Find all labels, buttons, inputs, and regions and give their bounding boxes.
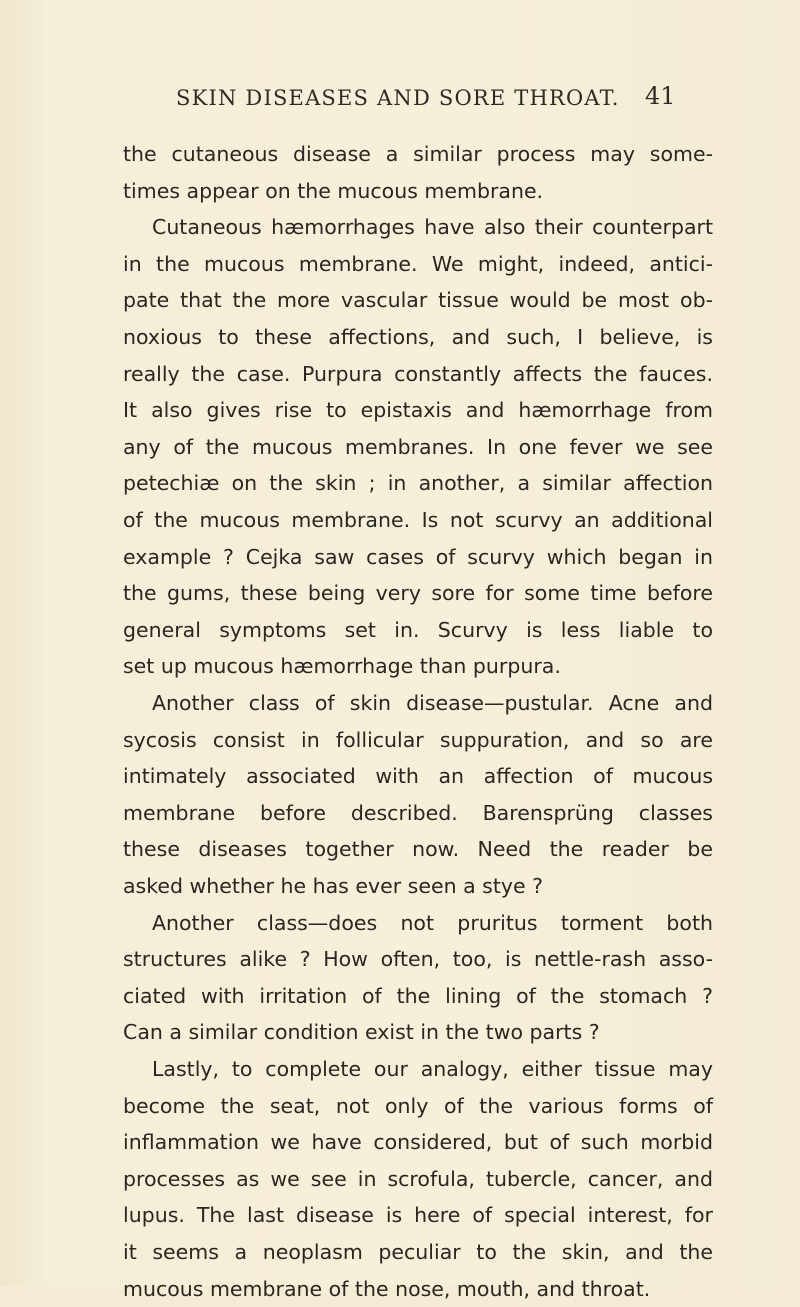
text-line: times appear on the mucous membrane. bbox=[123, 178, 544, 203]
text-line: these diseases together now. Need the reader be bbox=[123, 837, 713, 862]
text-line: lupus. The last disease is here of special interest, for bbox=[123, 1203, 713, 1228]
text-line: processes as we see in scrofula, tubercle, cancer, and bbox=[123, 1166, 713, 1191]
running-head: SKIN DISEASES AND SORE THROAT. bbox=[176, 86, 620, 110]
page-header bbox=[0, 82, 800, 118]
text-line: Cutaneous hæmorrhages have also their counterpart bbox=[152, 215, 713, 240]
text-line: the gums, these being very sore for some time before bbox=[123, 581, 713, 606]
text-line: membrane before described. Barensprüng classes bbox=[123, 800, 713, 825]
text-line: it seems a neoplasm peculiar to the skin, and the bbox=[123, 1240, 713, 1264]
text-line: intimately associated with an affection of mucous bbox=[123, 764, 713, 789]
text-line: ciated with irritation of the lining of the stomach ? bbox=[123, 983, 713, 1008]
text-line: general symptoms set in. Scurvy is less liable to bbox=[123, 617, 713, 642]
text-line: It also gives rise to epistaxis and hæmorrhage from bbox=[123, 398, 713, 423]
text-line: noxious to these affections, and such, I believe, is bbox=[123, 325, 713, 349]
text-line: pate that the more vascular tissue would be most ob- bbox=[123, 288, 713, 313]
text-line: any of the mucous membranes. In one fever we see bbox=[123, 434, 713, 459]
text-line: set up mucous hæmorrhage than purpura. bbox=[123, 654, 561, 679]
text-line: Another class—does not pruritus torment both bbox=[152, 910, 713, 935]
text-line: become the seat, not only of the various forms of bbox=[123, 1093, 713, 1118]
text-line: petechiæ on the skin ; in another, a similar affection bbox=[123, 471, 713, 496]
text-line: example ? Cejka saw cases of scurvy which began in bbox=[123, 544, 713, 569]
text-line: sycosis consist in follicular suppuration, and so are bbox=[123, 727, 713, 752]
text-line: Can a similar condition exist in the two parts ? bbox=[123, 1020, 600, 1045]
text-line: mucous membrane of the nose, mouth, and throat. bbox=[123, 1276, 651, 1301]
text-line: the cutaneous disease a similar process may some- bbox=[123, 142, 713, 166]
text-line: Lastly, to complete our analogy, either tissue may bbox=[152, 1057, 713, 1081]
text-line: Another class of skin disease—pustular. Acne and bbox=[152, 691, 713, 715]
text-line: really the case. Purpura constantly affects the fauces. bbox=[123, 361, 713, 386]
page-number: 41 bbox=[645, 82, 676, 110]
text-line: structures alike ? How often, too, is nettle-rash asso- bbox=[123, 947, 713, 972]
text-line: in the mucous membrane. We might, indeed, antici- bbox=[123, 251, 713, 276]
text-line: of the mucous membrane. Is not scurvy an additional bbox=[123, 508, 713, 532]
text-line: inflammation we have considered, but of such morbid bbox=[123, 1130, 713, 1155]
text-line: asked whether he has ever seen a stye ? bbox=[123, 874, 544, 898]
